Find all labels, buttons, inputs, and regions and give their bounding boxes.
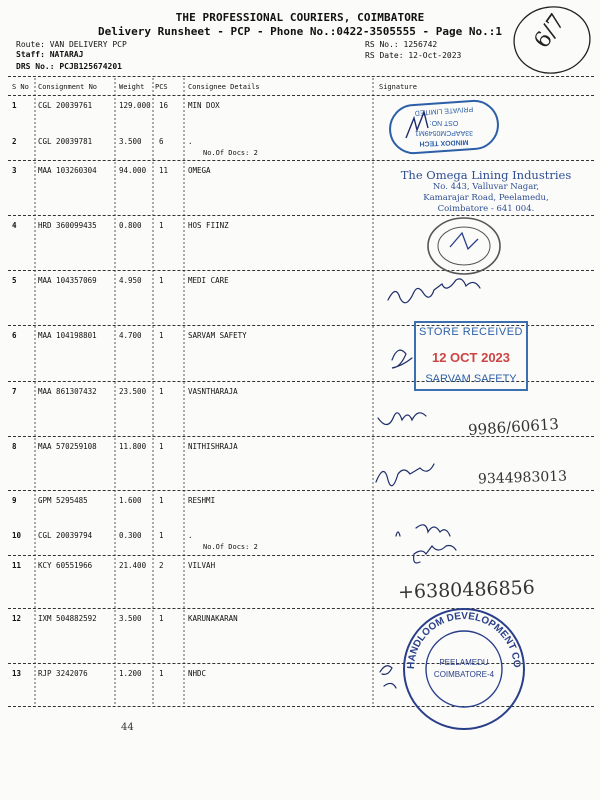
row-consignee: KARUNAKARAN xyxy=(188,614,238,623)
row-pcs: 1 xyxy=(159,531,164,540)
company-title: THE PROFESSIONAL COURIERS, COIMBATORE xyxy=(175,11,425,24)
row-consignment-no: MAA 104357069 xyxy=(38,276,97,285)
svg-text:33AAPCM0549M1: 33AAPCM0549M1 xyxy=(415,129,473,136)
row-consignment-no: GPM 5295485 xyxy=(38,496,88,505)
row-pcs: 2 xyxy=(159,561,164,570)
handwritten-footer-note: 44 xyxy=(121,722,134,733)
col-sno: S No xyxy=(12,83,29,91)
route-label: Route: VAN DELIVERY PCP xyxy=(16,40,127,49)
row-weight: 94.000 xyxy=(119,166,147,175)
rs-number: RS No.: 1256742 xyxy=(365,40,438,49)
row-pcs: 1 xyxy=(159,669,164,678)
row-divider xyxy=(8,490,594,491)
row-consignment-no: MAA 104198801 xyxy=(38,331,97,340)
row-consignee: HOS FIINZ xyxy=(188,221,229,230)
row-sno: 4 xyxy=(12,221,17,230)
row-consignment-no: MAA 570259108 xyxy=(38,442,97,451)
row-consignment-no: RJP 3242076 xyxy=(38,669,88,678)
row-sno: 12 xyxy=(12,614,22,623)
row-sno: 3 xyxy=(12,166,17,175)
row-weight: 129.000 xyxy=(119,101,151,110)
mindox-stamp xyxy=(384,100,504,155)
row-pcs: 11 xyxy=(159,166,169,175)
staff-label: Staff: NATARAJ xyxy=(16,50,84,59)
row-sno: 11 xyxy=(12,561,22,570)
store-received-stamp: STORE RECEIVED 12 OCT 2023 SARVAM SAFETY xyxy=(414,321,528,391)
handwritten-phone-11: +6380486856 xyxy=(397,576,536,604)
row-sno: 10 xyxy=(12,531,22,540)
col-consignment: Consignment No xyxy=(38,83,98,91)
page-mark: 6/7 xyxy=(529,9,571,54)
row-sno: 5 xyxy=(12,276,17,285)
row-docs-count: No.Of Docs: 2 xyxy=(203,543,258,551)
row-divider xyxy=(8,160,594,161)
row-weight: 1.600 xyxy=(119,496,142,505)
row-consignment-no: IXM 504882592 xyxy=(38,614,97,623)
row-pcs: 6 xyxy=(159,137,164,146)
row-weight: 0.800 xyxy=(119,221,142,230)
svg-text:MINDOX TECH: MINDOX TECH xyxy=(419,138,469,147)
row-weight: 1.200 xyxy=(119,669,142,678)
row-pcs: 1 xyxy=(159,331,164,340)
row-consignee: MIN DOX xyxy=(188,101,220,110)
row-sno: 13 xyxy=(12,669,22,678)
row-weight: 0.300 xyxy=(119,531,142,540)
row-weight: 3.500 xyxy=(119,614,142,623)
row-consignee: MEDI CARE xyxy=(188,276,229,285)
svg-text:PEELAMEDU: PEELAMEDU xyxy=(439,658,489,667)
row-sno: 8 xyxy=(12,442,17,451)
handwritten-phone-8: 9344983013 xyxy=(477,468,568,488)
row-sno: 7 xyxy=(12,387,17,396)
row-sno: 2 xyxy=(12,137,17,146)
row-consignment-no: MAA 103260304 xyxy=(38,166,97,175)
row-docs-count: No.Of Docs: 2 xyxy=(203,149,258,157)
handwritten-phone-7: 9986/60613 xyxy=(467,414,560,440)
row-consignee: NITHISHRAJA xyxy=(188,442,238,451)
row-consignment-no: MAA 861307432 xyxy=(38,387,97,396)
row-consignee: RESHMI xyxy=(188,496,216,505)
row-divider xyxy=(8,215,594,216)
row-pcs: 1 xyxy=(159,221,164,230)
col-weight: Weight xyxy=(119,83,145,91)
row-pcs: 1 xyxy=(159,276,164,285)
rs-date: RS Date: 12-Oct-2023 xyxy=(365,51,462,60)
row-sno: 9 xyxy=(12,496,17,505)
row-weight: 11.800 xyxy=(119,442,147,451)
col-pcs: PCS xyxy=(155,83,168,91)
svg-text:HANDLOOM DEVELOPMENT CORPN LTD: HANDLOOM DEVELOPMENT CORPN LTD xyxy=(392,597,523,670)
row-consignee: . xyxy=(188,531,193,540)
row-pcs: 16 xyxy=(159,101,169,110)
row-consignment-no: CGL 20039794 xyxy=(38,531,93,540)
row-consignee: NHDC xyxy=(188,669,207,678)
row-consignment-no: CGL 20039761 xyxy=(38,101,93,110)
row-consignee: . xyxy=(188,137,193,146)
row-consignment-no: CGL 20039781 xyxy=(38,137,93,146)
svg-text:PRIVATE LIMITED: PRIVATE LIMITED xyxy=(414,104,474,117)
svg-text:COIMBATORE-4: COIMBATORE-4 xyxy=(433,670,495,679)
row-weight: 21.400 xyxy=(119,561,147,570)
row-pcs: 1 xyxy=(159,387,164,396)
row-consignee: SARVAM SAFETY xyxy=(188,331,247,340)
row-consignment-no: HRD 360099435 xyxy=(38,221,97,230)
row-weight: 23.500 xyxy=(119,387,147,396)
row-divider xyxy=(8,555,594,556)
row-sno: 6 xyxy=(12,331,17,340)
row-consignee: VASNTHARAJA xyxy=(188,387,238,396)
col-consignee: Consignee Details xyxy=(188,83,260,91)
row-pcs: 1 xyxy=(159,496,164,505)
row-weight: 4.950 xyxy=(119,276,142,285)
row-pcs: 1 xyxy=(159,614,164,623)
row-sno: 1 xyxy=(12,101,17,110)
svg-text:OST NO:: OST NO: xyxy=(429,119,459,126)
col-signature: Signature xyxy=(379,83,417,91)
row-consignee: VILVAH xyxy=(188,561,216,570)
omega-address-stamp: The Omega Lining Industries No. 443, Valluvar Nagar, Kamarajar Road, Peelamedu, Coimbatore - 641 004. xyxy=(400,168,572,214)
hos-fiinz-stamp xyxy=(424,215,504,277)
row-consignment-no: KCY 60551966 xyxy=(38,561,93,570)
row-weight: 4.700 xyxy=(119,331,142,340)
row-consignee: OMEGA xyxy=(188,166,211,175)
row-divider xyxy=(8,270,594,271)
row-weight: 3.500 xyxy=(119,137,142,146)
handloom-stamp xyxy=(392,597,532,733)
row-pcs: 1 xyxy=(159,442,164,451)
drs-number: DRS No.: PCJB125674201 xyxy=(16,62,122,71)
runsheet-title: Delivery Runsheet - PCP - Phone No.:0422-3505555 - Page No.:1 xyxy=(98,25,502,38)
